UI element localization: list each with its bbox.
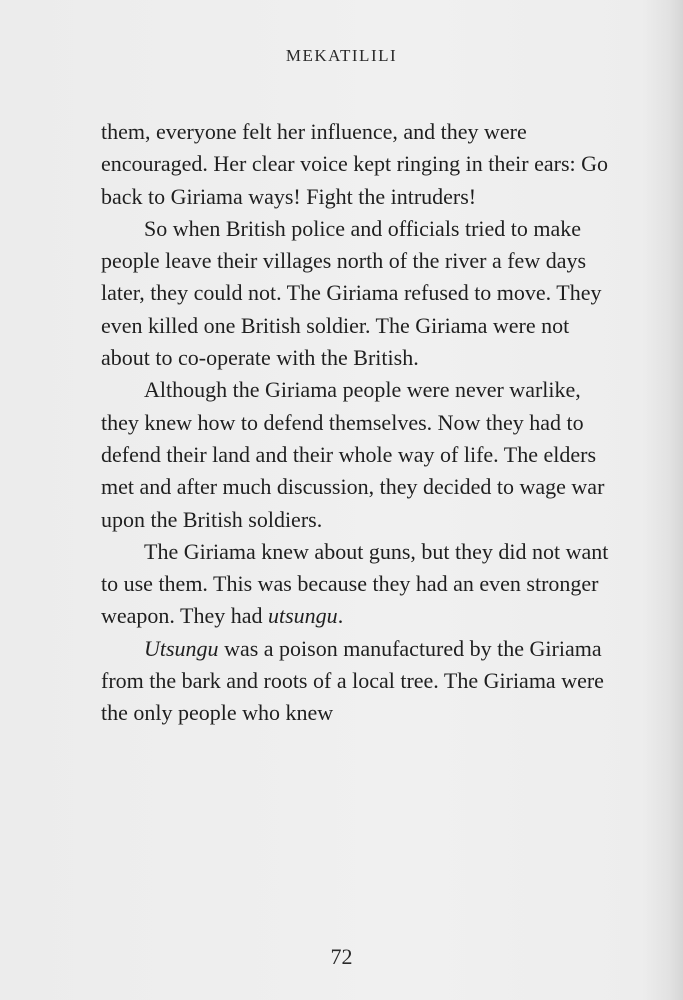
paragraph-1: them, everyone felt her influence, and they were encouraged. Her clear voice kept ringing in their ears: Go back to Giriama ways! Fight the intruders! (101, 119, 609, 209)
paragraph-4-emphasis: utsungu (268, 603, 338, 629)
body-text (101, 116, 611, 730)
paragraph-2: So when British police and officials tried to make people leave their villages north of the river a few days later, they could not. The Giriama refused to move. They even killed one British soldier. The Giriama were not about to co-operate with the British. (101, 215, 602, 371)
paragraph-4-text: The Giriama knew about guns, but they did not want to use them. This was because they had an even stronger weapon. They had (101, 538, 609, 629)
paragraph-4-text-end: . (337, 603, 344, 629)
paragraph-3: Although the Giriama people were never warlike, they knew how to defend themselves. Now they had to defend their land and their whole way of life. The elders met and after much discussion, they decided to wage war upon the British soldiers. (101, 377, 605, 532)
paragraph-5-text: was a poison manufactured by the Giriama from the bark and roots of a local tree. The Giriama were the only people who knew (101, 635, 604, 726)
page-number: 72 (330, 944, 353, 969)
paragraph-5-emphasis: Utsungu (144, 635, 219, 661)
running-head: MEKATILILI (285, 46, 398, 65)
paragraph-5 (101, 633, 611, 730)
paragraph-4 (101, 536, 611, 633)
